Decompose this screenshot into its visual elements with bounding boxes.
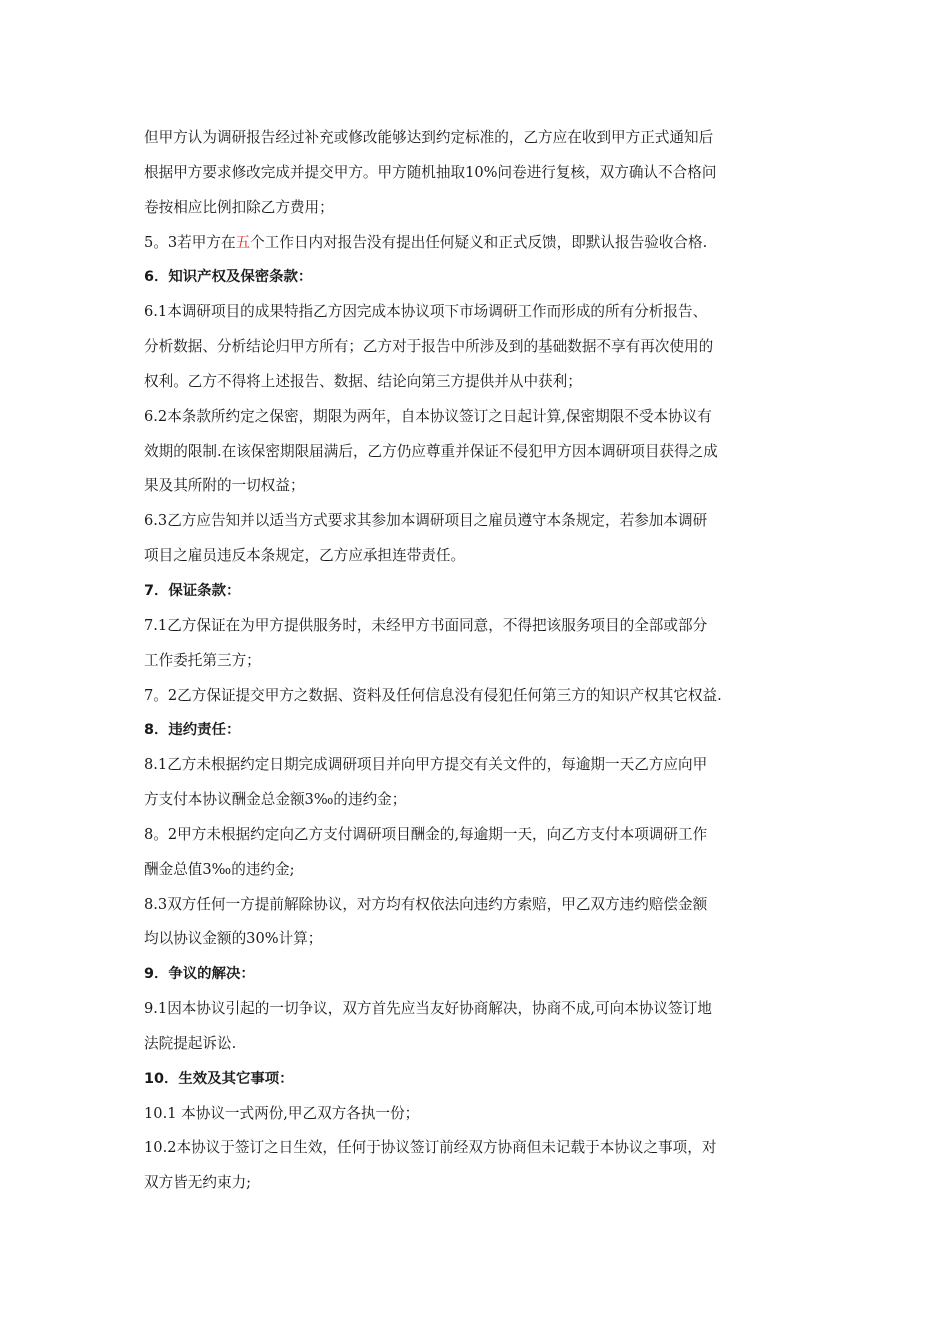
paragraph-line: 7.1乙方保证在为甲方提供服务时，未经甲方书面同意，不得把该服务项目的全部或部分 bbox=[144, 616, 708, 634]
paragraph-line: 7。2乙方保证提交甲方之数据、资料及任何信息没有侵犯任何第三方的知识产权其它权益. bbox=[144, 686, 722, 704]
paragraph-line: 10.2本协议于签订之日生效，任何于协议签订前经双方协商但未记载于本协议之事项，对 bbox=[144, 1139, 717, 1157]
paragraph-line: 法院提起诉讼. bbox=[144, 1034, 237, 1052]
document-body bbox=[144, 121, 808, 1201]
paragraph-line: 方支付本协议酬金总金额3‰的违约金； bbox=[144, 791, 407, 809]
paragraph-line: 6.1本调研项目的成果特指乙方因完成本协议项下市场调研工作而形成的所有分析报告、 bbox=[144, 303, 708, 321]
paragraph-line: 卷按相应比例扣除乙方费用； bbox=[144, 198, 334, 216]
paragraph-line: 效期的限制.在该保密期限届满后，乙方仍应尊重并保证不侵犯甲方因本调研项目获得之成 bbox=[144, 442, 718, 460]
paragraph-line: 工作委托第三方； bbox=[144, 651, 261, 669]
paragraph-line: 根据甲方要求修改完成并提交甲方。甲方随机抽取10%问卷进行复核，双方确认不合格问 bbox=[144, 163, 717, 181]
section-heading: 8．违约责任： bbox=[144, 722, 241, 739]
paragraph-line: 但甲方认为调研报告经过补充或修改能够达到约定标准的，乙方应在收到甲方正式通知后 bbox=[144, 129, 714, 146]
paragraph-line: 双方皆无约束力; bbox=[144, 1174, 252, 1192]
section-heading: 9．争议的解决： bbox=[144, 966, 255, 983]
line-text: 5。3若甲方在 bbox=[144, 233, 236, 251]
paragraph-line: 9.1因本协议引起的一切争议，双方首先应当友好协商解决，协商不成,可向本协议签订地 bbox=[144, 1000, 712, 1018]
paragraph-line: 6.3乙方应告知并以适当方式要求其参加本调研项目之雇员遵守本条规定，若参加本调研 bbox=[144, 512, 708, 530]
paragraph-line bbox=[144, 226, 808, 261]
paragraph-line: 8.3双方任何一方提前解除协议，对方均有权依法向违约方索赔，甲乙双方违约赔偿金额 bbox=[144, 895, 708, 913]
paragraph-line: 权利。乙方不得将上述报告、数据、结论向第三方提供并从中获利； bbox=[144, 372, 582, 390]
paragraph-line: 酬金总值3‰的违约金; bbox=[144, 860, 295, 878]
paragraph-line: 6.2本条款所约定之保密，期限为两年，自本协议签订之日起计算,保密期限不受本协议有 bbox=[144, 407, 712, 425]
section-heading: 7．保证条款： bbox=[144, 582, 241, 599]
section-heading: 10．生效及其它事项： bbox=[144, 1070, 294, 1087]
highlighted-text: 五 bbox=[235, 233, 251, 251]
paragraph-line: 分析数据、分析结论归甲方所有；乙方对于报告中所涉及到的基础数据不享有再次使用的 bbox=[144, 338, 714, 356]
paragraph-line: 8.1乙方未根据约定日期完成调研项目并向甲方提交有关文件的，每逾期一天乙方应向甲 bbox=[144, 756, 708, 774]
paragraph-line: 均以协议金额的30%计算； bbox=[144, 930, 323, 948]
line-text: 个工作日内对报告没有提出任何疑义和正式反馈，即默认报告验收合格. bbox=[250, 233, 708, 251]
paragraph-line: 8。2甲方未根据约定向乙方支付调研项目酬金的,每逾期一天，向乙方支付本项调研工作 bbox=[144, 825, 708, 843]
paragraph-line: 10.1 本协议一式两份,甲乙双方各执一份； bbox=[144, 1104, 420, 1122]
paragraph-line: 项目之雇员违反本条规定，乙方应承担连带责任。 bbox=[144, 547, 466, 565]
section-heading: 6．知识产权及保密条款： bbox=[144, 269, 313, 286]
paragraph-line: 果及其所附的一切权益； bbox=[144, 477, 305, 495]
